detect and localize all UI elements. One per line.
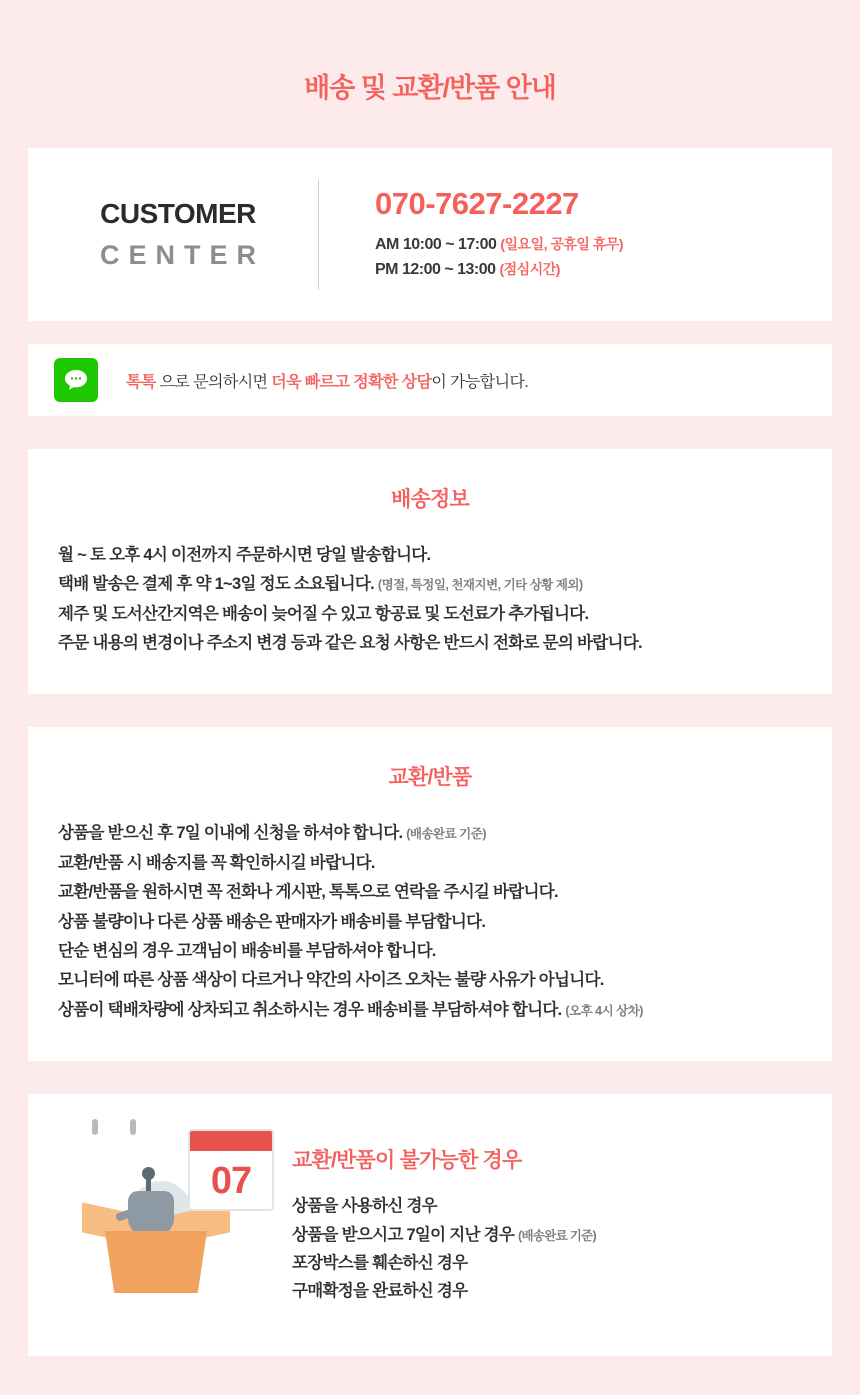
list-item-note: (명절, 특정일, 천재지변, 기타 상황 제외)	[377, 578, 583, 593]
list-item-text: 상품을 받으시고 7일이 지난 경우	[292, 1225, 515, 1244]
talk-highlight: 더욱 빠르고 정확한 상담	[271, 373, 432, 391]
list-item	[58, 541, 802, 570]
customer-center-card	[28, 148, 832, 321]
list-item-text: 포장박스를 훼손하신 경우	[292, 1253, 468, 1272]
list-item	[58, 600, 802, 629]
talk-text-2: 이 가능합니다.	[431, 373, 529, 391]
list-item-text: 상품이 택배차량에 상차되고 취소하시는 경우 배송비를 부담하셔야 합니다.	[58, 1000, 562, 1019]
shipping-info-body	[58, 541, 802, 658]
list-item	[292, 1221, 596, 1249]
list-item-text: 단순 변심의 경우 고객님이 배송비를 부담하셔야 합니다.	[58, 941, 436, 960]
list-item	[58, 996, 802, 1025]
hours-pm: PM 12:00 ~ 13:00	[375, 261, 496, 278]
customer-center-details	[319, 186, 623, 283]
list-item-text: 상품을 받으신 후 7일 이내에 신청을 하셔야 합니다.	[58, 824, 403, 843]
list-item-text: 주문 내용의 변경이나 주소지 변경 등과 같은 요청 사항은 반드시 전화로 문의 바랍니다.	[58, 634, 642, 653]
impossible-cases-content	[282, 1144, 596, 1306]
exchange-return-section	[28, 727, 832, 1061]
list-item-text: 교환/반품을 원하시면 꼭 전화나 게시판, 톡톡으로 연락을 주시길 바랍니다.	[58, 883, 558, 902]
exchange-return-title: 교환/반품	[388, 766, 472, 790]
impossible-cases-list	[292, 1192, 596, 1306]
list-item-text: 택배 발송은 결제 후 약 1~3일 정도 소요됩니다.	[58, 575, 375, 594]
hours-am-row	[375, 233, 623, 258]
list-item-text: 구매확정을 완료하신 경우	[292, 1282, 468, 1301]
calendar-day-number: 07	[210, 1159, 252, 1202]
shipping-info-section	[28, 449, 832, 694]
list-item-text: 월 ~ 토 오후 4시 이전까지 주문하시면 당일 발송합니다.	[58, 546, 431, 564]
calendar-ring-right	[130, 1119, 136, 1135]
phone-number[interactable]: 070-7627-2227	[375, 186, 579, 222]
list-item-text: 모니터에 따른 상품 색상이 다르거나 약간의 사이즈 오차는 불량 사유가 아닙니다.	[58, 971, 604, 990]
shipping-info-title: 배송정보	[391, 488, 469, 511]
talk-inquiry-text	[126, 369, 528, 392]
talk-text-1: 으로 문의하시면	[155, 373, 272, 391]
list-item	[58, 878, 802, 907]
box-body	[98, 1231, 214, 1293]
open-box-calendar-illustration	[72, 1125, 282, 1325]
list-item	[58, 908, 802, 937]
hours-pm-row	[375, 258, 623, 283]
list-item	[58, 849, 802, 878]
list-item	[292, 1249, 596, 1277]
exchange-return-body	[58, 819, 802, 1025]
page-title: 배송 및 교환/반품 안내	[304, 73, 556, 103]
calendar-header	[190, 1131, 272, 1151]
talk-inquiry-bar[interactable]	[28, 344, 832, 416]
list-item-note: (배송완료 기준)	[518, 1228, 596, 1243]
calendar-icon	[188, 1129, 274, 1211]
list-item	[58, 937, 802, 966]
impossible-cases-title: 교환/반품이 불가능한 경우	[292, 1149, 522, 1173]
list-item-text: 상품을 사용하신 경우	[292, 1197, 437, 1216]
customer-label-line1: CUSTOMER	[100, 198, 256, 229]
hours-am-note: (일요일, 공휴일 휴무)	[500, 236, 624, 253]
business-hours	[375, 233, 623, 283]
list-item-text: 제주 및 도서산간지역은 배송이 늦어질 수 있고 항공료 및 도선료가 추가됩니다.	[58, 604, 589, 623]
impossible-cases-section	[28, 1094, 832, 1356]
customer-label-line2: CENTER	[99, 240, 265, 270]
list-item	[58, 819, 802, 848]
customer-center-label	[28, 198, 318, 271]
list-item	[58, 629, 802, 658]
list-item-text: 상품 불량이나 다른 상품 배송은 판매자가 배송비를 부담합니다.	[58, 912, 486, 931]
talk-brand: 톡톡	[126, 373, 156, 391]
kakao-talk-icon[interactable]	[54, 358, 98, 402]
calendar-ring-left	[92, 1119, 98, 1135]
list-item	[292, 1277, 596, 1305]
hours-pm-note: (점심시간)	[499, 261, 560, 277]
hours-am: AM 10:00 ~ 17:00	[375, 236, 497, 254]
list-item-note: (배송완료 기준)	[406, 827, 486, 842]
list-item	[292, 1192, 596, 1220]
kettle-icon	[128, 1191, 174, 1235]
list-item	[58, 966, 802, 995]
list-item-text: 교환/반품 시 배송지를 꼭 확인하시길 바랍니다.	[58, 853, 375, 872]
list-item	[58, 570, 802, 599]
list-item-note: (오후 4시 상차)	[565, 1003, 643, 1018]
